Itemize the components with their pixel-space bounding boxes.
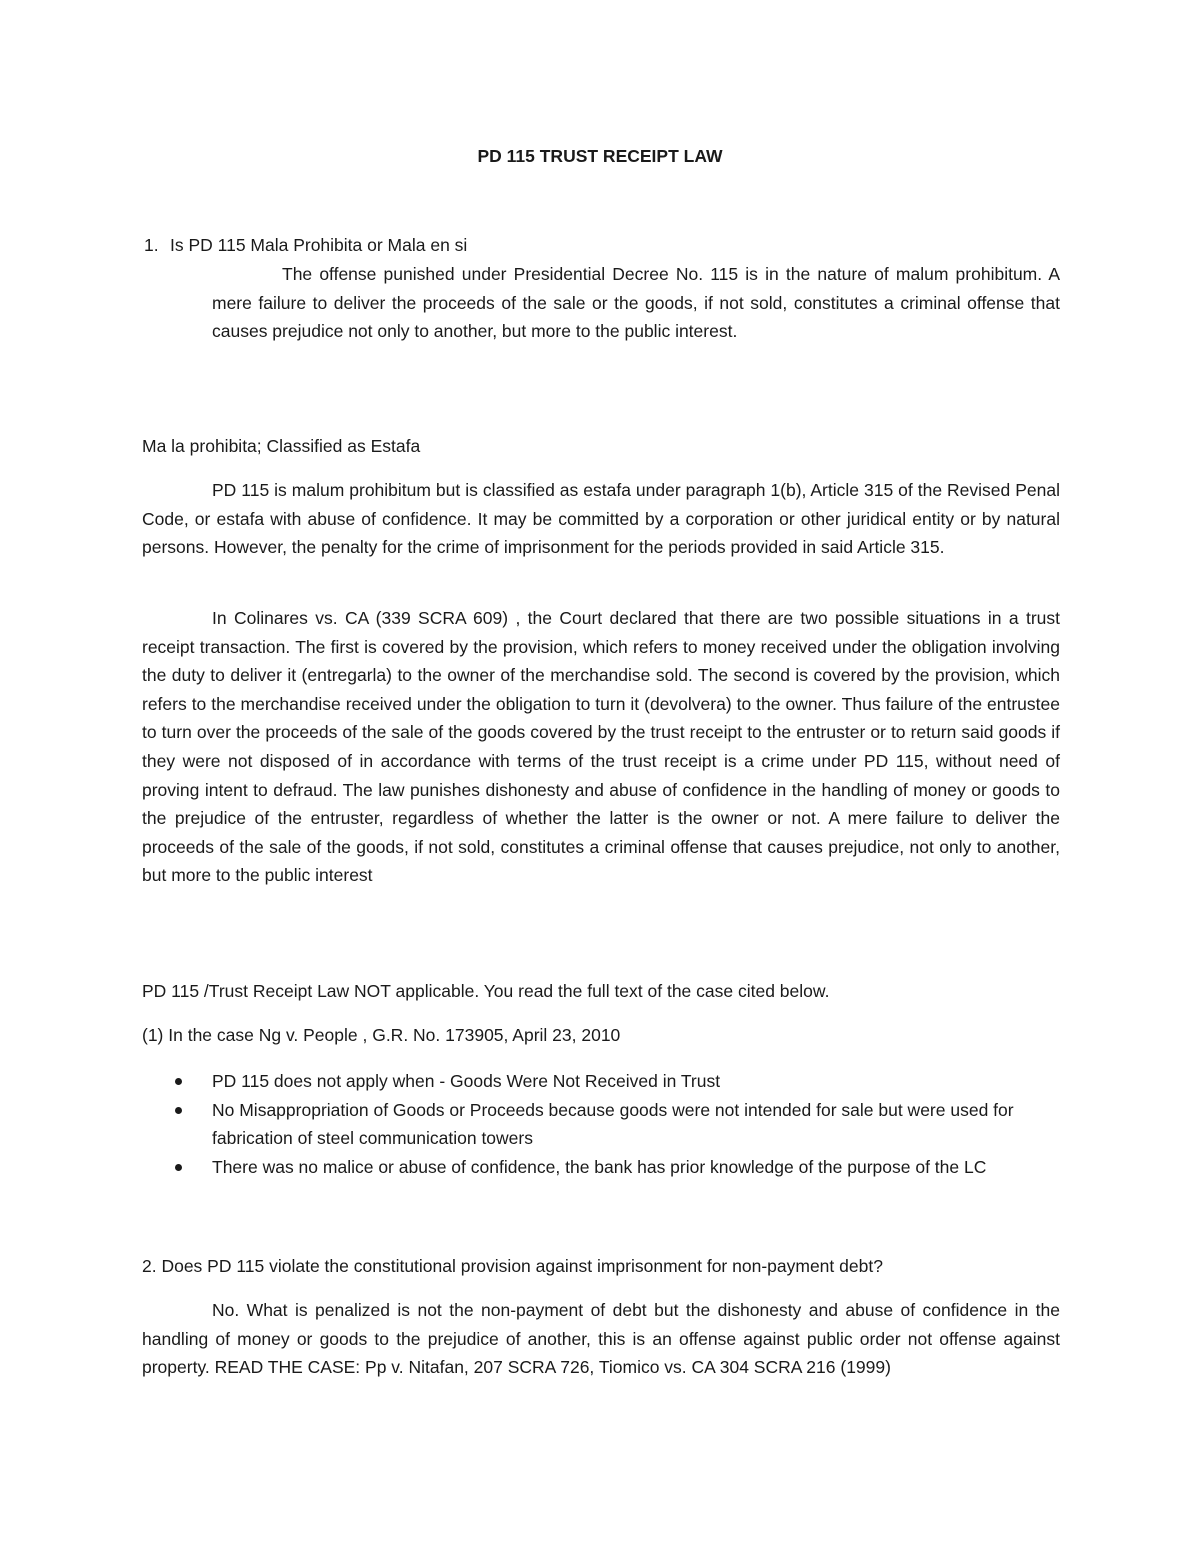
question-1 <box>144 231 468 260</box>
case-citation: (1) In the case Ng v. People , G.R. No. 173905, April 23, 2010 <box>142 1025 621 1045</box>
estafa-heading: Ma la prohibita; Classified as Estafa <box>142 436 421 456</box>
bullet-item <box>212 1153 1060 1182</box>
bullet-text: No Misappropriation of Goods or Proceeds because goods were not intended for sale but were used for fabrication of steel communication towers <box>212 1099 1014 1149</box>
bullet-item <box>212 1096 1060 1153</box>
not-applicable-heading: PD 115 /Trust Receipt Law NOT applicable. You read the full text of the case cited below. <box>142 981 830 1001</box>
question-2-answer: No. What is penalized is not the non-payment of debt but the dishonesty and abuse of confidence in the handling of money or goods to the prejudice of another, this is an offense against public order not offense against property. READ THE CASE: Pp v. Nitafan, 207 SCRA 726, Tiomico vs. CA 304 SCRA 216 (1999) <box>142 1300 1060 1378</box>
not-applicable-bullet-list <box>212 1067 1060 1181</box>
question-1-number: 1. <box>144 235 159 255</box>
bullet-dot-icon <box>175 1078 182 1085</box>
bullet-dot-icon <box>175 1164 182 1171</box>
estafa-paragraph-1: PD 115 is malum prohibitum but is classified as estafa under paragraph 1(b), Article 315 of the Revised Penal Code, or estafa with abuse of confidence. It may be committed by a corporation or other juridical entity or by natural persons. However, the penalty for the crime of imprisonment for the periods provided in said Article 315. <box>142 480 1060 558</box>
question-2: 2. Does PD 115 violate the constitutional provision against imprisonment for non-payment debt? <box>142 1256 883 1276</box>
question-1-text: Is PD 115 Mala Prohibita or Mala en si <box>170 235 468 255</box>
bullet-dot-icon <box>175 1107 182 1114</box>
estafa-paragraph-2: In Colinares vs. CA (339 SCRA 609) , the Court declared that there are two possible situations in a trust receipt transaction. The first is covered by the provision, which refers to money received under the obligation involving the duty to deliver it (entregarla) to the owner of the merchandise sold. The second is covered by the provision, which refers to the merchandise received under the obligation to turn it (devolvera) to the owner. Thus failure of the entrustee to turn over the proceeds of the sale of the goods covered by the trust receipt to the entruster or to return said goods if they were not disposed of in accordance with terms of the trust receipt is a crime under PD 115, without need of proving intent to defraud. The law punishes dishonesty and abuse of confidence in the handling of money or goods to the prejudice of the entruster, regardless of whether the latter is the owner or not. A mere failure to deliver the proceeds of the sale of the goods, if not sold, constitutes a criminal offense that causes prejudice, not only to another, but more to the public interest <box>142 608 1060 886</box>
bullet-text: There was no malice or abuse of confidence, the bank has prior knowledge of the purpose of the LC <box>212 1156 987 1177</box>
document-title: PD 115 TRUST RECEIPT LAW <box>477 146 723 166</box>
bullet-item <box>212 1067 1060 1096</box>
question-1-answer: The offense punished under Presidential Decree No. 115 is in the nature of malum prohibitum. A mere failure to deliver the proceeds of the sale or the goods, if not sold, constitutes a criminal offense that causes prejudice not only to another, but more to the public interest. <box>212 264 1060 342</box>
bullet-text: PD 115 does not apply when - Goods Were Not Received in Trust <box>212 1071 721 1091</box>
